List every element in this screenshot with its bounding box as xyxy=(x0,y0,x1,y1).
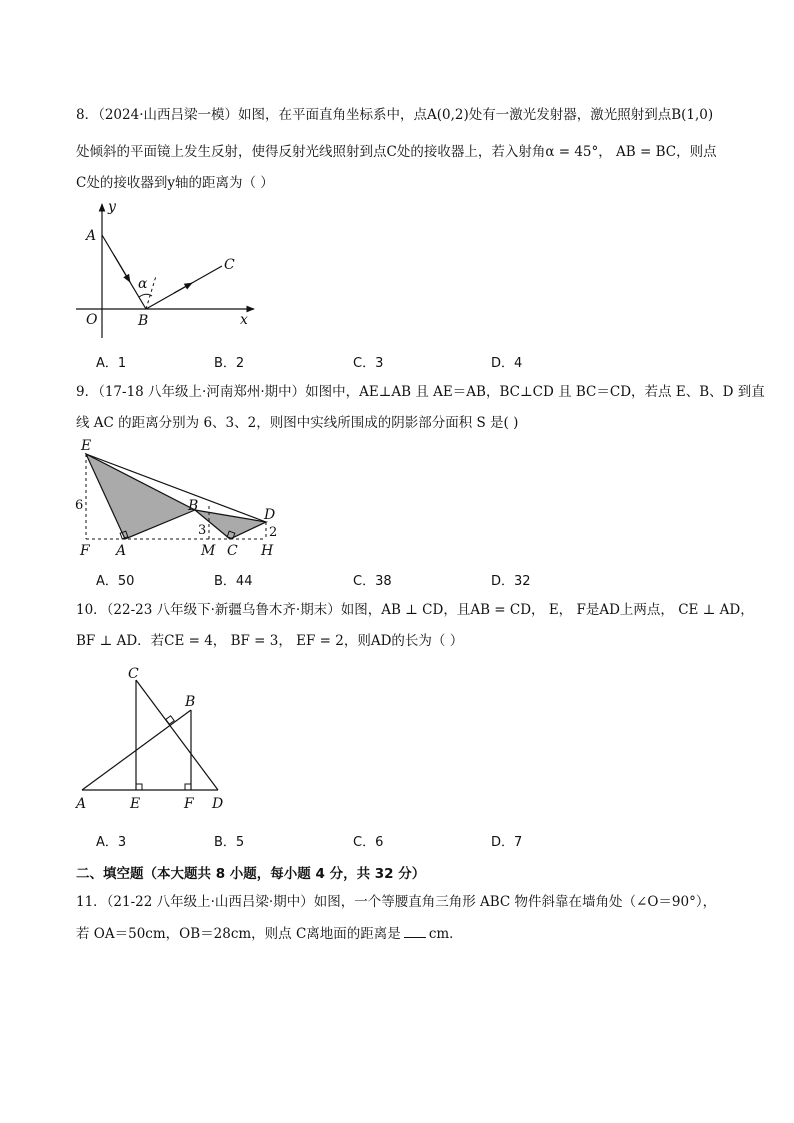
q8-option-d[interactable]: D．4 xyxy=(491,356,523,371)
q10-option-a[interactable]: A．3 xyxy=(96,835,127,850)
q9-label-b: B xyxy=(188,498,199,514)
q9-label-6: 6 xyxy=(75,498,84,513)
q10-option-d[interactable]: D．7 xyxy=(491,835,523,850)
q9-label-a: A xyxy=(116,543,127,559)
q9-option-b[interactable]: B．44 xyxy=(214,574,253,589)
q9-option-a[interactable]: A．50 xyxy=(96,574,135,589)
q8-figure xyxy=(74,198,264,343)
q10-right-angle-f xyxy=(185,784,191,790)
q10-label-a: A xyxy=(76,796,87,812)
q9-label-c: C xyxy=(227,543,238,559)
q8-option-a[interactable]: A．1 xyxy=(96,356,127,371)
q10-label-d: D xyxy=(212,796,224,812)
q8-label-o: O xyxy=(86,312,98,328)
q8-text-line1: 8．（2024·山西吕梁一模）如图，在平面直角坐标系中，点A(0,2)处有一激光发射器，激光照射到点B(1,0) xyxy=(76,107,714,123)
q9-label-h: H xyxy=(261,543,274,559)
q8-option-c[interactable]: C．3 xyxy=(353,356,384,371)
q10-line-cd xyxy=(136,680,218,790)
q8-label-alpha: α xyxy=(138,276,148,292)
q11-text-line2 xyxy=(76,925,463,943)
q8-text-line3: C处的接收器到y轴的距离为（ ） xyxy=(76,175,274,191)
q10-text-line1: 10．（22-23 八年级下·新疆乌鲁木齐·期末）如图，AB ⊥ CD，且AB = CD， E， F是AD上两点， CE ⊥ AD， xyxy=(76,602,754,618)
q8-ray-ab-arrow xyxy=(114,255,130,282)
q8-label-y: y xyxy=(108,199,116,215)
q9-text-line2: 线 AC 的距离分别为 6、3、2，则图中实线所围成的阴影部分面积 S 是( ) xyxy=(76,415,519,431)
q10-label-f: F xyxy=(184,796,194,812)
q9-label-d: D xyxy=(264,507,276,523)
q9-label-e: E xyxy=(81,438,92,454)
section-fill-in-blank-title: 二、填空题（本大题共 8 小题，每小题 4 分，共 32 分） xyxy=(76,866,426,882)
q8-label-a: A xyxy=(86,228,97,244)
q9-figure xyxy=(70,438,285,563)
q9-text-line1: 9．（17-18 八年级上·河南郑州·期中）如图中，AE⊥AB 且 AE＝AB，BC⊥CD 且 BC＝CD，若点 E、B、D 到直 xyxy=(76,384,765,400)
q8-label-x: x xyxy=(240,312,248,328)
q10-right-angle-e xyxy=(136,784,142,790)
q10-figure xyxy=(72,660,237,815)
q10-label-b: B xyxy=(185,694,196,710)
q9-label-2: 2 xyxy=(269,525,278,540)
q9-label-3: 3 xyxy=(198,523,207,538)
q9-label-m: M xyxy=(201,543,216,559)
q8-option-b[interactable]: B．2 xyxy=(214,356,245,371)
q9-shaded-triangle-eab xyxy=(86,454,195,539)
q10-option-c[interactable]: C．6 xyxy=(353,835,384,850)
q9-option-c[interactable]: C．38 xyxy=(353,574,392,589)
q9-option-d[interactable]: D．32 xyxy=(491,574,531,589)
q11-text-before-blank: 若 OA＝50cm，OB＝28cm，则点 C离地面的距离是 xyxy=(76,926,401,942)
q11-answer-blank[interactable] xyxy=(404,925,426,938)
q10-option-b[interactable]: B．5 xyxy=(214,835,245,850)
q11-text-after-blank: cm． xyxy=(428,926,463,942)
q10-label-e: E xyxy=(130,796,141,812)
q8-label-c: C xyxy=(224,257,235,273)
q9-label-f: F xyxy=(80,543,90,559)
q11-text-line1: 11．（21-22 八年级上·山西吕梁·期中）如图，一个等腰直角三角形 ABC 物件斜靠在墙角处（∠O＝90°）， xyxy=(76,894,717,910)
q8-ray-bc-arrow xyxy=(174,283,192,293)
q8-text-line2: 处倾斜的平面镜上发生反射，使得反射光线照射到点C处的接收器上，若入射角α = 45°， AB = BC，则点 xyxy=(76,144,717,160)
q10-label-c: C xyxy=(128,666,139,682)
q10-text-line2: BF ⊥ AD．若CE = 4， BF = 3， EF = 2，则AD的长为（ ） xyxy=(76,633,464,649)
q8-label-b: B xyxy=(138,313,149,329)
